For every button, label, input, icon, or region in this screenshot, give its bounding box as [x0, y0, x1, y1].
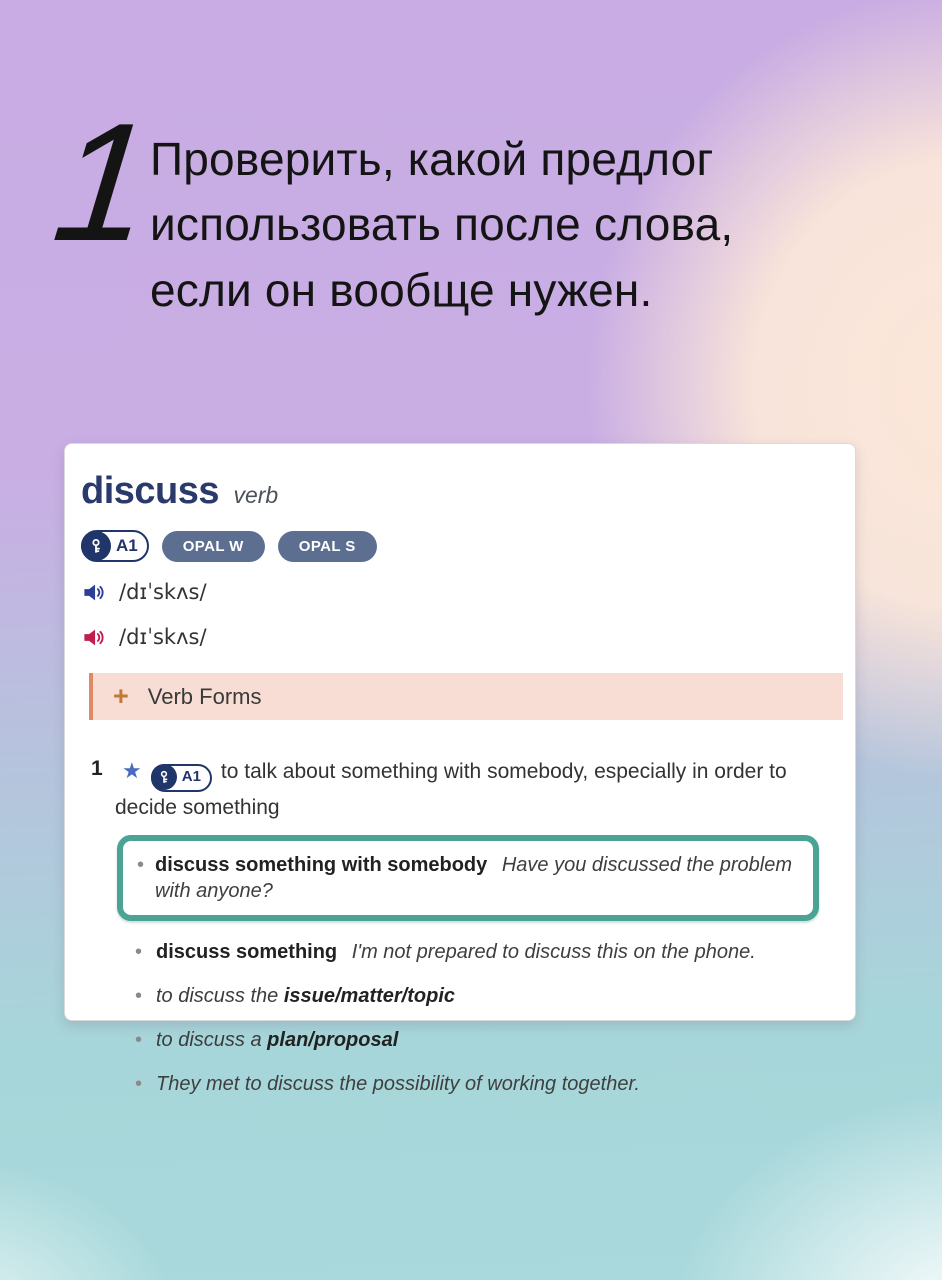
example-sentence: I'm not prepared to discuss this on the phone.	[351, 941, 756, 963]
example-collocates: issue/matter/topic	[283, 985, 456, 1007]
sense-level-badge[interactable]	[151, 764, 212, 792]
dictionary-card	[64, 443, 856, 1095]
examples-list	[133, 835, 819, 1097]
cefr-level-badge[interactable]	[81, 530, 149, 562]
example-item	[133, 939, 819, 965]
ipa-american: /dɪˈskʌs/	[119, 625, 207, 649]
pronunciation-british	[81, 577, 841, 607]
heading-line: Проверить, какой предлог	[150, 133, 714, 185]
star-icon: ★	[122, 758, 142, 783]
example-item	[133, 1071, 819, 1097]
sense-head	[115, 754, 815, 823]
heading-line: если он вообще нужен.	[150, 263, 653, 316]
example-lead: to discuss the	[156, 985, 284, 1007]
example-pattern: discuss something	[156, 941, 338, 963]
example-sentence: Have you discussed the problem with anyone?	[155, 854, 792, 902]
sense-1	[79, 754, 841, 1097]
example-item	[133, 983, 819, 1009]
example-lead: to discuss a	[156, 1029, 268, 1051]
slide-number: 1	[46, 88, 160, 276]
heading-line: использовать после слова,	[150, 198, 734, 251]
opal-w-badge[interactable]: OPAL W	[162, 531, 265, 562]
example-highlighted	[117, 835, 819, 921]
example-pattern: discuss something with somebody	[155, 854, 488, 876]
level-label: A1	[116, 536, 138, 555]
sense-number: 1	[91, 757, 103, 780]
part-of-speech: verb	[233, 482, 279, 508]
example-sentence: They met to discuss the possibility of working together.	[156, 1073, 640, 1095]
badges-row	[81, 530, 841, 562]
example-item	[133, 1027, 819, 1053]
slide-heading	[150, 127, 733, 323]
speaker-icon-british[interactable]	[81, 579, 108, 606]
speaker-icon-american[interactable]	[81, 624, 108, 651]
key-icon	[81, 531, 111, 561]
example-collocates: plan/proposal	[267, 1029, 399, 1051]
verb-forms-accordion[interactable]	[89, 673, 843, 720]
key-icon	[151, 764, 177, 790]
headword-row	[81, 470, 841, 513]
level-label: A1	[181, 768, 201, 786]
plus-icon: +	[113, 681, 129, 711]
verb-forms-label: Verb Forms	[147, 683, 262, 709]
opal-s-badge[interactable]: OPAL S	[278, 531, 377, 562]
pronunciation-american	[81, 622, 841, 652]
definition: to talk about something with somebody, especially in order to decide something	[115, 760, 787, 819]
headword: discuss	[81, 470, 220, 512]
ipa-british: /dɪˈskʌs/	[119, 580, 207, 604]
